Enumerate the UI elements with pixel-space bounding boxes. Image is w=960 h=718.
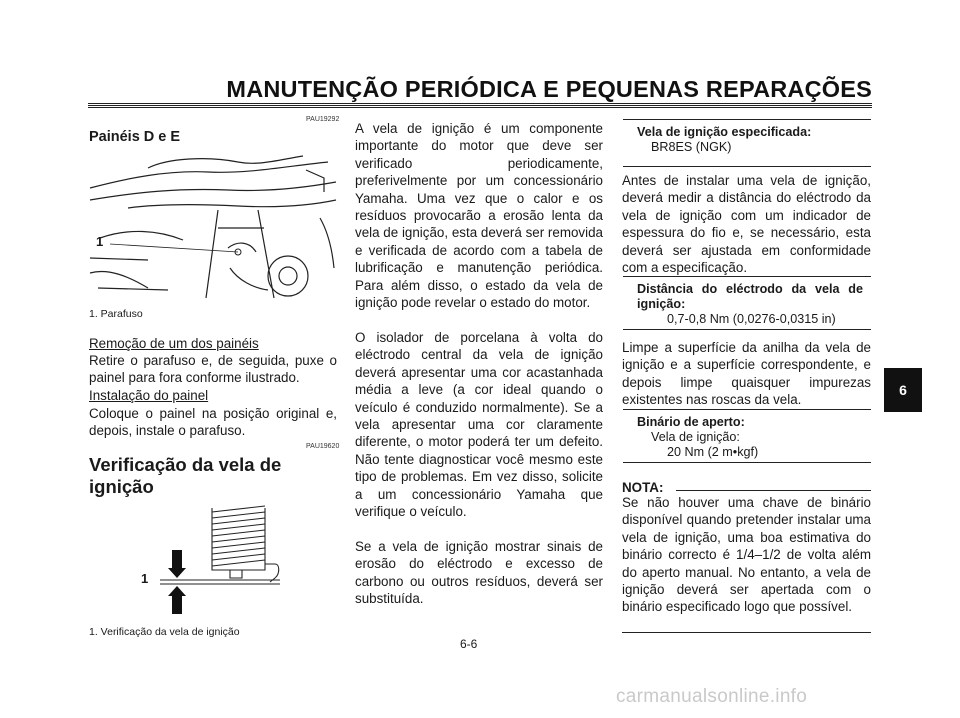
arrow-down-icon	[168, 550, 186, 578]
paragraph-clean: Limpe a superfície da anilha da vela de ignição e a superfície correspondente, e depois limpe quaisquer impurezas existentes nas roscas da vela.	[622, 340, 871, 408]
spec-value: 20 Nm (2 m•kgf)	[667, 445, 759, 459]
figure-caption: 1. Parafuso	[89, 308, 143, 320]
spec-label: Vela de ignição:	[651, 430, 740, 444]
subheading-install: Instalação do painel	[89, 388, 209, 403]
section-heading-spark-plug-line2: ignição	[89, 476, 154, 497]
paragraph-gap: Antes de instalar uma vela de ignição, deverá medir a distância do eléctrodo da vela de ignição com um indicador de espessura do fio e, se necessário, esta deverá ser ajustada em conformidade com a especificação.	[622, 173, 871, 276]
spark-plug-drawing	[130, 500, 300, 618]
spec-box-gap	[623, 276, 871, 330]
paragraph-intro: A vela de ignição é um componente importante do motor que deve ser verificado periodicamente, preferivelmente por um concessionário Yamaha. Uma vez que o calor e os resíduos provocarão a erosão lenta da vela de ignição, esta deverá ser removida e verificada de acordo com a tabela de lubrificação e manutenção periódica. Para além disso, o estado da vela de ignição pode revelar o estado do motor.	[355, 121, 603, 311]
figure-caption: 1. Verificação da vela de ignição	[89, 626, 240, 638]
page-title: MANUTENÇÃO PERIÓDICA E PEQUENAS REPARAÇÕES	[226, 76, 872, 102]
paragraph-replace: Se a vela de ignição mostrar sinais de erosão do eléctrodo e excesso de carbono ou outros resíduos, deverá ser substituída.	[355, 539, 603, 607]
spec-box-plug	[623, 119, 871, 167]
figure-callout-number: 1	[96, 234, 104, 249]
section-heading-panels: Painéis D e E	[89, 129, 181, 145]
spec-value: 0,7-0,8 Nm (0,0276-0,0315 in)	[667, 312, 836, 326]
spec-value: BR8ES (NGK)	[651, 140, 732, 154]
note-bottom-rule	[622, 632, 871, 633]
figure-panel-illustration	[88, 148, 338, 300]
note-rule	[676, 490, 871, 491]
note-label: NOTA:	[622, 480, 664, 495]
note-text: Se não houver uma chave de binário disponível quando pretender instalar uma vela de ignição, uma boa estimativa do binário correcto é 1/4–1/2 de volta além do aperto manual. No entanto, a vela de ignição deverá ser apertada com o binário especificado logo que possível.	[622, 495, 871, 615]
spec-title: Binário de aperto:	[637, 415, 745, 429]
motorcycle-panel-drawing	[88, 148, 338, 300]
chapter-tab: 6	[884, 368, 922, 412]
page-number: 6-6	[460, 637, 478, 651]
watermark: carmanualsonline.info	[616, 686, 808, 707]
header-rule	[88, 103, 872, 109]
paragraph-insulator: O isolador de porcelana à volta do eléctrodo central da vela de ignição deverá apresentar uma cor acastanhada média a leve (a cor ideal quando o veículo é conduzido normalmente). Se a vela apresentar uma cor claramente diferente, o motor poderá ter um defeito. Não tente diagnosticar você mesmo este tipo de problemas. Em vez disso, solicite a um concessionário Yamaha que verifique o veículo.	[355, 330, 603, 520]
spec-title: Vela de ignição especificada:	[637, 125, 812, 139]
arrow-up-icon	[168, 586, 186, 614]
paragraph-install: Coloque o painel na posição original e, depois, instale o parafuso.	[89, 406, 337, 439]
section-code: PAU19620	[306, 443, 340, 450]
figure-spark-plug-illustration	[130, 500, 300, 618]
figure-callout-number: 1	[141, 571, 149, 586]
paragraph-removal: Retire o parafuso e, de seguida, puxe o painel para fora conforme ilustrado.	[89, 353, 337, 386]
spec-box-torque	[623, 409, 871, 463]
spec-title: Distância do eléctrodo da vela de ignição:	[637, 282, 863, 311]
subheading-removal: Remoção de um dos painéis	[89, 336, 259, 351]
section-code: PAU19292	[306, 116, 340, 123]
section-heading-spark-plug-line1: Verificação da vela de	[89, 454, 282, 475]
